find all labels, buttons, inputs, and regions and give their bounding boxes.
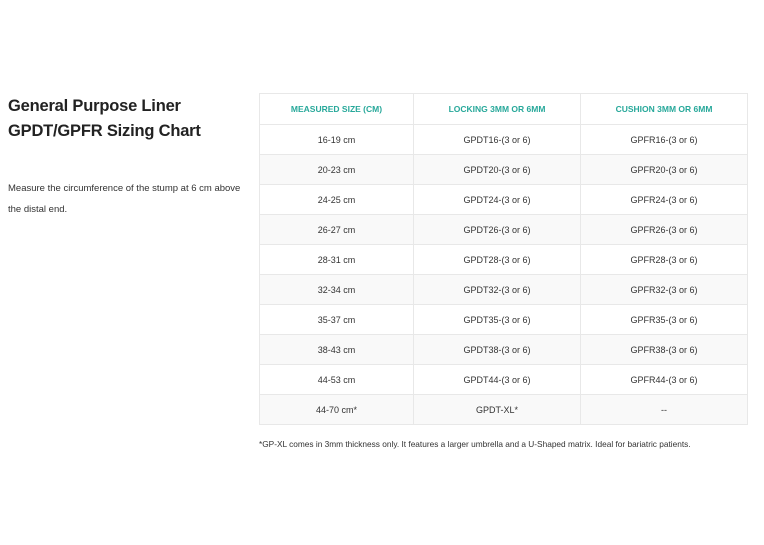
cell-cushion: GPFR28-(3 or 6) bbox=[581, 245, 748, 275]
cell-measured-size: 38-43 cm bbox=[260, 335, 414, 365]
table-row bbox=[260, 335, 748, 365]
cell-locking: GPDT28-(3 or 6) bbox=[414, 245, 581, 275]
cell-cushion: GPFR26-(3 or 6) bbox=[581, 215, 748, 245]
header-cushion: CUSHION 3MM OR 6MM bbox=[581, 94, 748, 125]
cell-cushion: GPFR24-(3 or 6) bbox=[581, 185, 748, 215]
cell-measured-size: 35-37 cm bbox=[260, 305, 414, 335]
cell-measured-size: 32-34 cm bbox=[260, 275, 414, 305]
table-row bbox=[260, 185, 748, 215]
cell-measured-size: 44-70 cm* bbox=[260, 395, 414, 425]
table-row bbox=[260, 125, 748, 155]
cell-locking: GPDT26-(3 or 6) bbox=[414, 215, 581, 245]
cell-measured-size: 26-27 cm bbox=[260, 215, 414, 245]
cell-measured-size: 20-23 cm bbox=[260, 155, 414, 185]
table-row bbox=[260, 245, 748, 275]
table-row bbox=[260, 365, 748, 395]
table-row bbox=[260, 275, 748, 305]
header-measured-size: MEASURED SIZE (CM) bbox=[260, 94, 414, 125]
cell-cushion: -- bbox=[581, 395, 748, 425]
table-footnote: *GP-XL comes in 3mm thickness only. It features a larger umbrella and a U-Shaped matrix. Ideal for bariatric patients. bbox=[259, 439, 691, 449]
cell-measured-size: 28-31 cm bbox=[260, 245, 414, 275]
table-header-row bbox=[260, 94, 748, 125]
cell-locking: GPDT-XL* bbox=[414, 395, 581, 425]
title-line-1: General Purpose Liner bbox=[8, 97, 181, 115]
table-row bbox=[260, 305, 748, 335]
sizing-chart-table bbox=[259, 93, 748, 425]
cell-locking: GPDT38-(3 or 6) bbox=[414, 335, 581, 365]
measurement-instructions: Measure the circumference of the stump at 6 cm above the distal end. bbox=[8, 183, 241, 215]
cell-measured-size: 44-53 cm bbox=[260, 365, 414, 395]
cell-locking: GPDT35-(3 or 6) bbox=[414, 305, 581, 335]
cell-cushion: GPFR16-(3 or 6) bbox=[581, 125, 748, 155]
cell-cushion: GPFR35-(3 or 6) bbox=[581, 305, 748, 335]
table-row bbox=[260, 215, 748, 245]
cell-measured-size: 24-25 cm bbox=[260, 185, 414, 215]
cell-locking: GPDT32-(3 or 6) bbox=[414, 275, 581, 305]
table-row bbox=[260, 155, 748, 185]
cell-locking: GPDT16-(3 or 6) bbox=[414, 125, 581, 155]
title-line-2: GPDT/GPFR Sizing Chart bbox=[8, 122, 201, 140]
cell-cushion: GPFR44-(3 or 6) bbox=[581, 365, 748, 395]
cell-cushion: GPFR20-(3 or 6) bbox=[581, 155, 748, 185]
page-title bbox=[8, 94, 201, 144]
cell-locking: GPDT44-(3 or 6) bbox=[414, 365, 581, 395]
cell-cushion: GPFR38-(3 or 6) bbox=[581, 335, 748, 365]
cell-locking: GPDT24-(3 or 6) bbox=[414, 185, 581, 215]
cell-locking: GPDT20-(3 or 6) bbox=[414, 155, 581, 185]
cell-measured-size: 16-19 cm bbox=[260, 125, 414, 155]
table-row bbox=[260, 395, 748, 425]
header-locking: LOCKING 3MM OR 6MM bbox=[414, 94, 581, 125]
cell-cushion: GPFR32-(3 or 6) bbox=[581, 275, 748, 305]
